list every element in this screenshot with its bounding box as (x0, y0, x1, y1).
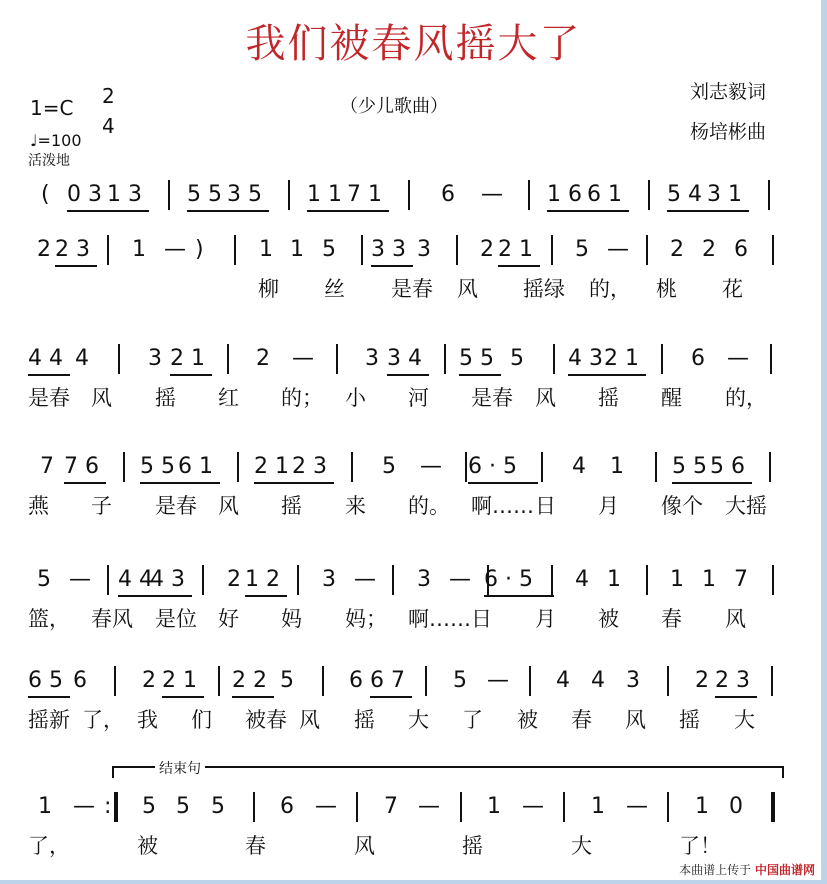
note: 1 (487, 794, 501, 819)
note: 4 4 (28, 346, 63, 371)
lyric-word: 风 (354, 834, 375, 858)
lyric-word: 摇 (155, 386, 176, 410)
eighth-underline (307, 210, 349, 212)
note: 7 1 (347, 182, 382, 207)
note: 1 (591, 794, 605, 819)
lyric-word: 了， (28, 834, 70, 858)
lyric-word: 风 (457, 277, 478, 301)
dash-note: — (607, 237, 629, 262)
lyric-word: 是春 (471, 386, 513, 410)
barline (118, 344, 120, 374)
lyric-word: 篮， (28, 607, 70, 631)
barline (667, 666, 669, 696)
note: 0 (729, 794, 743, 819)
barline (771, 666, 773, 696)
barline (322, 666, 324, 696)
lyrics-line (28, 273, 788, 305)
lyrics-line (28, 830, 788, 862)
note: 1 (132, 237, 146, 262)
barline (336, 344, 338, 374)
barline (202, 565, 204, 595)
dash-note: — (420, 454, 442, 479)
barline (297, 565, 299, 595)
barline (648, 180, 650, 210)
barline (356, 792, 358, 822)
upload-footer (679, 861, 815, 878)
lyric-word: 河 (408, 386, 429, 410)
time-signature-top: 2 (102, 84, 115, 108)
lyric-word: 的。 (408, 494, 450, 518)
note: 2 (695, 668, 709, 693)
barline (541, 452, 543, 482)
dash-note: — (354, 567, 376, 592)
dash-note: — (73, 794, 95, 819)
note: 2 (480, 237, 494, 262)
barline (563, 792, 565, 822)
note: 5 (575, 237, 589, 262)
note: 6 (73, 668, 87, 693)
lyric-word: 好 (218, 607, 239, 631)
note: 1 (702, 567, 716, 592)
barline (529, 666, 531, 696)
note: 5 (37, 567, 51, 592)
barline (769, 452, 771, 482)
notes-line (28, 178, 788, 212)
time-signature-bottom: 4 (102, 114, 115, 138)
expression-mark: 活泼地 (28, 153, 70, 169)
barline (253, 792, 255, 822)
note: 3 4 (387, 346, 422, 371)
lyric-word: 摇绿 (523, 277, 565, 301)
lyric-word: 桃 (656, 277, 677, 301)
barline (114, 666, 116, 696)
eighth-underline (170, 374, 212, 376)
barline (234, 235, 236, 265)
barline (114, 792, 118, 822)
eighth-underline (387, 374, 429, 376)
lyric-word: 了 (462, 708, 483, 732)
eighth-underline (187, 210, 229, 212)
note: 0 3 (67, 182, 102, 207)
lyric-word: 春风 (91, 607, 133, 631)
dash-note: — (626, 794, 648, 819)
eighth-underline (245, 595, 287, 597)
note: 1 (259, 237, 273, 262)
lyric-word: 我 (137, 708, 158, 732)
barline (772, 565, 774, 595)
page-edge-bottom (0, 880, 827, 884)
lyric-word: 风 (535, 386, 556, 410)
note: 4 (575, 567, 589, 592)
lyric-word: 们 (191, 708, 212, 732)
lyric-word: 子 (91, 494, 112, 518)
note: ) (195, 237, 204, 262)
eighth-underline (484, 595, 554, 597)
lyric-word: 是春 (155, 494, 197, 518)
note: 2 (37, 237, 51, 262)
eighth-underline (667, 210, 709, 212)
barline (661, 344, 663, 374)
note: 3 1 (707, 182, 742, 207)
lyric-word: 摇 (462, 834, 483, 858)
notes-line (28, 790, 788, 824)
note: ( (41, 182, 50, 207)
note: 5 (382, 454, 396, 479)
note: 2 1 (162, 668, 197, 693)
lyric-word: 啊…… (471, 494, 534, 518)
note: 6 (349, 668, 363, 693)
lyric-word: 摇 (354, 708, 375, 732)
dash-note: — (727, 346, 749, 371)
eighth-underline (459, 374, 501, 376)
dash-note: — (315, 794, 337, 819)
barline (551, 235, 553, 265)
barline (425, 666, 427, 696)
note: 2 3 (55, 237, 90, 262)
lyric-word: 大 (571, 834, 592, 858)
note: 5 6 (710, 454, 745, 479)
page-edge-right (821, 0, 827, 884)
note: 5 5 (140, 454, 175, 479)
eighth-underline (468, 482, 538, 484)
lyric-word: 是春 (28, 386, 70, 410)
note: 5 (142, 794, 156, 819)
barline (768, 180, 770, 210)
barline (667, 792, 669, 822)
barline (107, 565, 109, 595)
repeat-dots: : (104, 794, 112, 819)
note: 3 5 (227, 182, 262, 207)
ending-bracket (112, 766, 784, 768)
lyric-word: 摇新 (28, 708, 70, 732)
note: 5 5 (459, 346, 494, 371)
barline (465, 452, 467, 482)
lyric-word: 花 (722, 277, 743, 301)
eighth-underline (254, 482, 296, 484)
lyric-word: 风 (299, 708, 320, 732)
eighth-underline (370, 696, 412, 698)
dash-note: — (487, 668, 509, 693)
eighth-underline (162, 696, 204, 698)
note: 2 (670, 237, 684, 262)
eighth-underline (232, 696, 274, 698)
eighth-underline (347, 210, 389, 212)
note: 5 (211, 794, 225, 819)
barline (351, 452, 353, 482)
note: 4 3 (150, 567, 185, 592)
barline (551, 565, 553, 595)
eighth-underline (715, 696, 757, 698)
lyric-word: 春 (571, 708, 592, 732)
note: 3 3 (371, 237, 406, 262)
lyric-word: 风 (91, 386, 112, 410)
ending-label: 结束句 (155, 758, 205, 778)
eighth-underline (371, 265, 413, 267)
barline (107, 235, 109, 265)
note: 6 1 (587, 182, 622, 207)
note: 5 (510, 346, 524, 371)
ending-bracket-right (782, 766, 784, 778)
notes-line (28, 233, 788, 267)
lyric-word: 日 (535, 494, 556, 518)
notes-line (28, 342, 788, 376)
note: 7 (384, 794, 398, 819)
note: 3 (148, 346, 162, 371)
eighth-underline (178, 482, 220, 484)
lyric-word: 的， (725, 386, 767, 410)
note: 4 3 (568, 346, 603, 371)
lyric-word: 红 (218, 386, 239, 410)
lyric-word: 了， (82, 708, 124, 732)
barline (123, 452, 125, 482)
barline (408, 180, 410, 210)
barline (227, 344, 229, 374)
note: 2 (227, 567, 241, 592)
eighth-underline (710, 482, 752, 484)
song-subtitle: （少儿歌曲） (340, 96, 448, 117)
dash-note: — (292, 346, 314, 371)
note: 1 (38, 794, 52, 819)
footer-site[interactable]: 中国曲谱网 (754, 863, 815, 877)
barline (646, 565, 648, 595)
lyric-word: 摇 (281, 494, 302, 518)
lyric-word: 柳 (258, 277, 279, 301)
barline (288, 180, 290, 210)
note: 6 (280, 794, 294, 819)
eighth-underline (604, 374, 646, 376)
note: 2 (142, 668, 156, 693)
note: 1 (290, 237, 304, 262)
eighth-underline (227, 210, 269, 212)
eighth-underline (707, 210, 749, 212)
barline (770, 344, 772, 374)
eighth-underline (587, 210, 629, 212)
barline (772, 235, 774, 265)
lyric-word: 风 (218, 494, 239, 518)
lyric-word: 是位 (155, 607, 197, 631)
barline (553, 344, 555, 374)
note: 2 1 (254, 454, 289, 479)
lyric-word: 是春 (391, 277, 433, 301)
barline (528, 180, 530, 210)
note: 3 (417, 567, 431, 592)
lyric-word: 摇 (679, 708, 700, 732)
lyrics-line (28, 603, 788, 635)
note: 3 (322, 567, 336, 592)
lyric-word: 丝 (324, 277, 345, 301)
note: 4 (591, 668, 605, 693)
tempo-mark: ♩=100 (30, 131, 82, 150)
lyric-word: 小 (345, 386, 366, 410)
eighth-underline (672, 482, 714, 484)
eighth-underline (28, 696, 70, 698)
note: 6 5 (28, 668, 63, 693)
barline (361, 235, 363, 265)
note: 6 7 (370, 668, 405, 693)
eighth-underline (67, 210, 109, 212)
dash-note: — (69, 567, 91, 592)
dash-note: — (449, 567, 471, 592)
key-signature: 1=C (30, 96, 74, 120)
dash-note: — (481, 182, 503, 207)
note: 2 2 (232, 668, 267, 693)
note: 2 (256, 346, 270, 371)
eighth-underline (107, 210, 149, 212)
note: 1 3 (107, 182, 142, 207)
note: 6 (734, 237, 748, 262)
note: 5 (322, 237, 336, 262)
note: 6 · 5 (468, 454, 517, 479)
eighth-underline (28, 374, 70, 376)
note: 1 2 (245, 567, 280, 592)
barline (218, 666, 220, 696)
note: 6 (691, 346, 705, 371)
barline (771, 792, 775, 822)
lyric-word: 被春 (245, 708, 287, 732)
note: 1 6 (547, 182, 582, 207)
note: 1 (607, 567, 621, 592)
note: 2 3 (715, 668, 750, 693)
composer-credit: 杨培彬曲 (690, 121, 767, 143)
eighth-underline (292, 482, 334, 484)
notes-line (28, 450, 788, 484)
note: 5 (453, 668, 467, 693)
note: 3 (626, 668, 640, 693)
barline (444, 344, 446, 374)
eighth-underline (498, 265, 540, 267)
note: 5 (176, 794, 190, 819)
eighth-underline (64, 482, 106, 484)
barline (460, 792, 462, 822)
lyric-word: 妈 (281, 607, 302, 631)
note: 1 (670, 567, 684, 592)
lyric-word: 啊…… (408, 607, 471, 631)
lyric-word: 像个 (661, 494, 703, 518)
lyric-word: 妈； (345, 607, 387, 631)
note: 3 (365, 346, 379, 371)
lyric-word: 醒 (661, 386, 682, 410)
lyric-word: 被 (598, 607, 619, 631)
barline (237, 452, 239, 482)
note: 2 1 (170, 346, 205, 371)
lyric-word: 燕 (28, 494, 49, 518)
note: 2 3 (292, 454, 327, 479)
lyricist-credit: 刘志毅词 (690, 81, 767, 103)
footer-prefix: 本曲谱上传于 (679, 863, 752, 877)
barline (456, 235, 458, 265)
lyric-word: 的， (589, 277, 631, 301)
note: 7 (40, 454, 54, 479)
note: 6 (441, 182, 455, 207)
lyric-word: 大摇 (725, 494, 767, 518)
lyric-word: 被 (517, 708, 538, 732)
lyric-word: 的； (281, 386, 323, 410)
note: 6 · 5 (484, 567, 533, 592)
note: 1 (695, 794, 709, 819)
lyric-word: 春 (245, 834, 266, 858)
note: 4 4 (118, 567, 153, 592)
note: 2 (702, 237, 716, 262)
note: 2 1 (604, 346, 639, 371)
dash-note: — (522, 794, 544, 819)
note: 4 (572, 454, 586, 479)
notes-line (28, 563, 788, 597)
eighth-underline (150, 595, 192, 597)
eighth-underline (55, 265, 97, 267)
note: 5 5 (187, 182, 222, 207)
lyric-word: 大 (408, 708, 429, 732)
dash-note: — (418, 794, 440, 819)
lyric-word: 摇 (598, 386, 619, 410)
lyrics-line (28, 490, 788, 522)
notes-line (28, 664, 788, 698)
note: 4 (556, 668, 570, 693)
eighth-underline (140, 482, 182, 484)
lyric-word: 大 (734, 708, 755, 732)
lyric-word: 月 (535, 607, 556, 631)
lyric-word: 风 (625, 708, 646, 732)
lyric-word: 日 (471, 607, 492, 631)
ending-bracket-left (112, 766, 114, 778)
note: 7 (734, 567, 748, 592)
barline (655, 452, 657, 482)
lyrics-line (28, 382, 788, 414)
lyric-word: 了！ (679, 834, 721, 858)
lyric-word: 来 (345, 494, 366, 518)
barline (646, 235, 648, 265)
note: 5 5 (672, 454, 707, 479)
note: 3 (417, 237, 431, 262)
dash-note: — (164, 237, 186, 262)
lyric-word: 春 (661, 607, 682, 631)
note: 4 (75, 346, 89, 371)
lyric-word: 月 (598, 494, 619, 518)
note: 5 (280, 668, 294, 693)
song-title: 我们被春风摇大了 (245, 21, 582, 67)
note: 2 1 (498, 237, 533, 262)
barline (168, 180, 170, 210)
note: 1 (610, 454, 624, 479)
note: 6 1 (178, 454, 213, 479)
eighth-underline (547, 210, 589, 212)
note: 5 4 (667, 182, 702, 207)
note: 7 6 (64, 454, 99, 479)
lyric-word: 被 (137, 834, 158, 858)
lyric-word: 风 (725, 607, 746, 631)
lyrics-line (28, 704, 788, 736)
note: 1 1 (307, 182, 342, 207)
barline (392, 565, 394, 595)
